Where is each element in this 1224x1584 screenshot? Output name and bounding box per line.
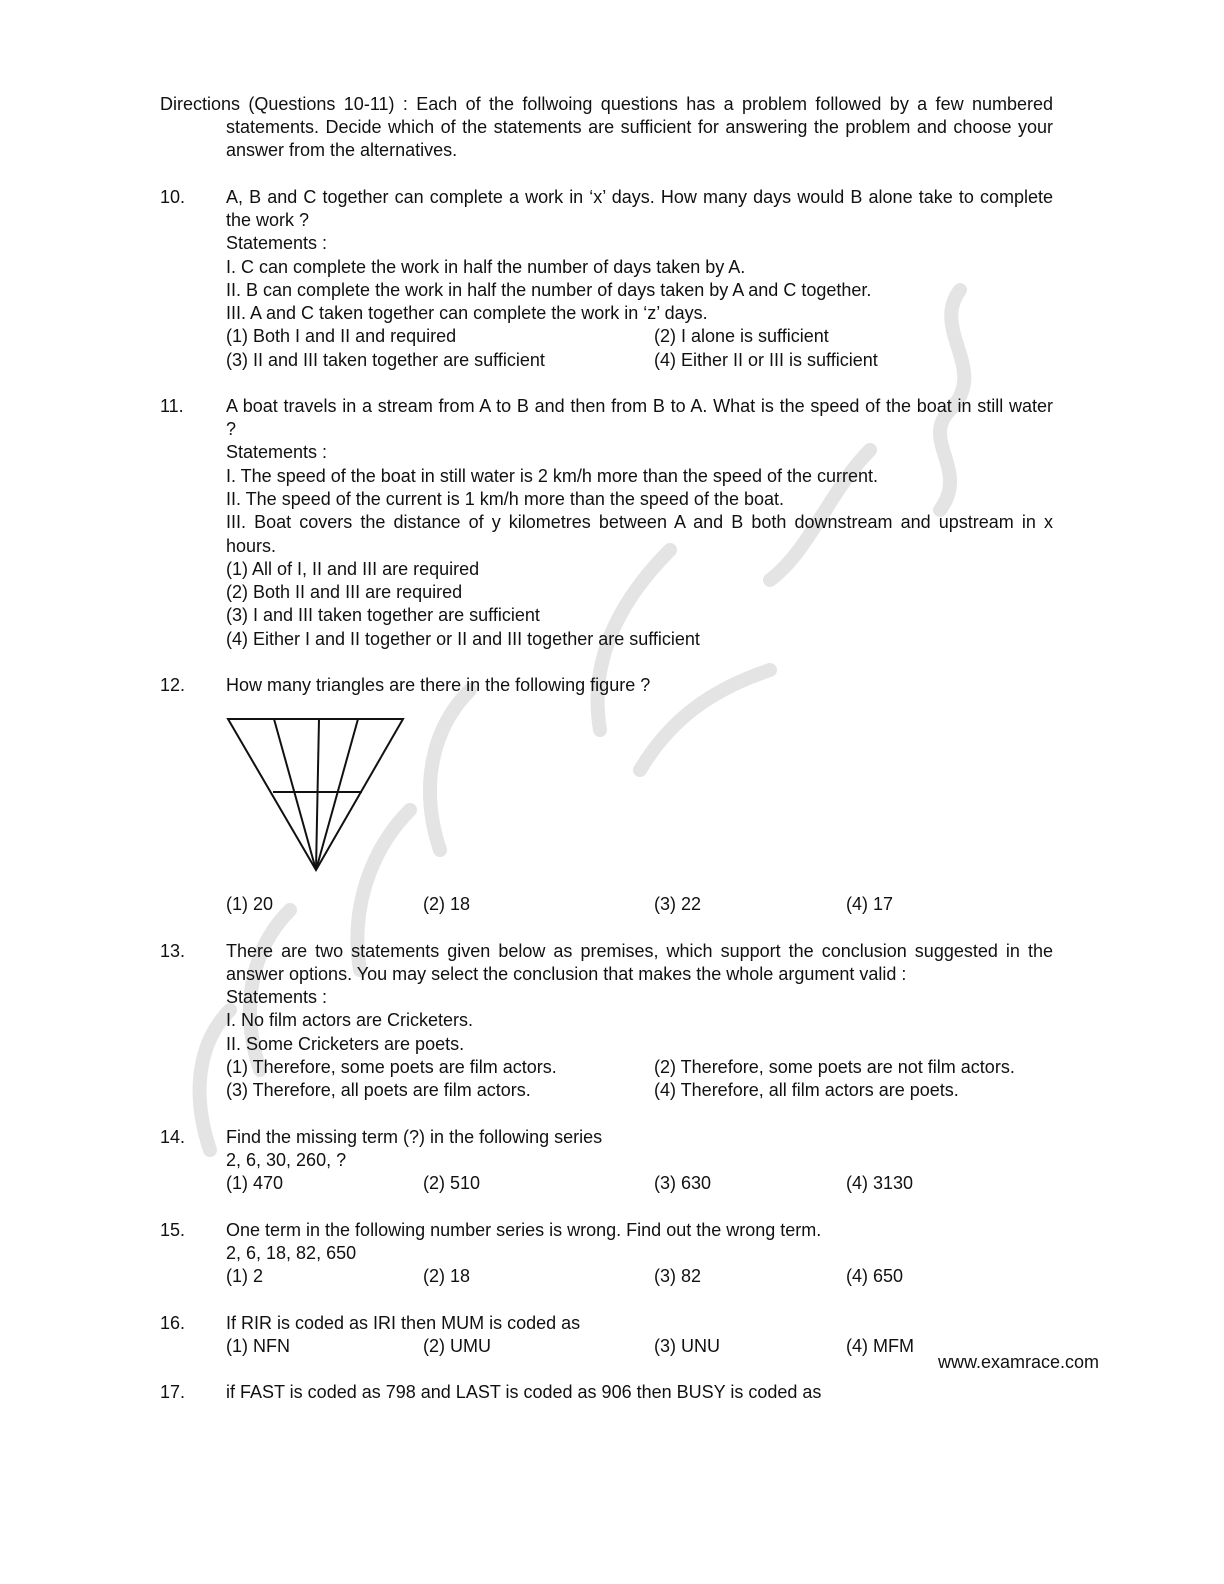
question-13-text: There are two statements given below as premises, which support the conclusion suggested in the [226,941,1053,961]
question-14-option-4: (4) 3130 [846,1173,914,1193]
question-10-number: 10. [160,187,186,207]
question-15-series: 2, 6, 18, 82, 650 [226,1243,357,1263]
directions-line-3: answer from the alternatives. [226,140,458,160]
question-14-option-2: (2) 510 [423,1173,481,1193]
question-11-statement-2: II. The speed of the current is 1 km/h more than the speed of the boat. [226,489,784,509]
question-10-option-2: (2) I alone is sufficient [654,326,829,346]
question-14-option-1: (1) 470 [226,1173,284,1193]
question-16-number: 16. [160,1313,186,1333]
question-12-number: 12. [160,675,186,695]
question-11-text: A boat travels in a stream from A to B and then from B to A. What is the speed of the boat in still water [226,396,1053,416]
question-15-option-1: (1) 2 [226,1266,264,1286]
directions-line-2: statements. Decide which of the statements are sufficient for answering the problem and choose your [226,117,1053,137]
question-15-option-3: (3) 82 [654,1266,702,1286]
question-15-number: 15. [160,1220,186,1240]
question-13-statements-label: Statements : [226,987,328,1007]
question-13-text-cont: answer options. You may select the conclusion that makes the whole argument valid : [226,964,907,984]
question-15-option-2: (2) 18 [423,1266,471,1286]
directions-line-1: Directions (Questions 10-11) : Each of the follwoing questions has a problem followed by a few numbered [160,94,1053,114]
question-13-number: 13. [160,941,186,961]
question-16-option-2: (2) UMU [423,1336,491,1356]
question-17-text: if FAST is coded as 798 and LAST is coded as 906 then BUSY is coded as [226,1382,822,1402]
question-16-option-3: (3) UNU [654,1336,720,1356]
question-13-option-3: (3) Therefore, all poets are film actors. [226,1080,531,1100]
question-10-text: A, B and C together can complete a work in ‘x’ days. How many days would B alone take to complete [226,187,1053,207]
question-16-text: If RIR is coded as IRI then MUM is coded as [226,1313,581,1333]
question-16-option-1: (1) NFN [226,1336,290,1356]
inner-line-2 [316,719,319,870]
question-14-option-3: (3) 630 [654,1173,712,1193]
question-11-option-2: (2) Both II and III are required [226,582,463,602]
question-11-statements-label: Statements : [226,442,328,462]
question-12-option-4: (4) 17 [846,894,894,914]
inner-line-1 [274,719,316,870]
question-11-number: 11. [160,396,184,416]
inner-line-3 [316,719,358,870]
question-11-statement-3: III. Boat covers the distance of y kilometres between A and B both downstream and upstream in x [226,512,1053,532]
question-14-number: 14. [160,1127,186,1147]
question-14-series: 2, 6, 30, 260, ? [226,1150,347,1170]
question-17-number: 17. [160,1382,186,1402]
question-11-text-cont: ? [226,419,237,439]
question-10-statement-1: I. C can complete the work in half the number of days taken by A. [226,257,746,277]
question-10-option-4: (4) Either II or III is sufficient [654,350,878,370]
question-16-option-4: (4) MFM [846,1336,914,1356]
question-10-option-3: (3) II and III taken together are sufficient [226,350,545,370]
question-13-option-2: (2) Therefore, some poets are not film actors. [654,1057,1015,1077]
question-10-text-cont: the work ? [226,210,310,230]
question-13-statement-2: II. Some Cricketers are poets. [226,1034,465,1054]
question-12-text: How many triangles are there in the following figure ? [226,675,651,695]
triangle-figure [226,716,406,872]
question-11-option-4: (4) Either I and II together or II and III together are sufficient [226,629,700,649]
question-12-option-1: (1) 20 [226,894,274,914]
question-14-text: Find the missing term (?) in the following series [226,1127,603,1147]
question-10-statement-3: III. A and C taken together can complete the work in ‘z’ days. [226,303,708,323]
question-11-option-1: (1) All of I, II and III are required [226,559,480,579]
question-13-statement-1: I. No film actors are Cricketers. [226,1010,474,1030]
question-15-text: One term in the following number series is wrong. Find out the wrong term. [226,1220,822,1240]
question-12-option-3: (3) 22 [654,894,702,914]
question-13-option-4: (4) Therefore, all film actors are poets. [654,1080,959,1100]
question-11-statement-3-cont: hours. [226,536,277,556]
question-10-option-1: (1) Both I and II and required [226,326,457,346]
footer-website[interactable]: www.examrace.com [938,1352,1100,1372]
question-10-statements-label: Statements : [226,233,328,253]
question-13-option-1: (1) Therefore, some poets are film actors. [226,1057,557,1077]
question-15-option-4: (4) 650 [846,1266,904,1286]
question-10-statement-2: II. B can complete the work in half the number of days taken by A and C together. [226,280,872,300]
question-12-option-2: (2) 18 [423,894,471,914]
question-11-option-3: (3) I and III taken together are sufficient [226,605,540,625]
question-11-statement-1: I. The speed of the boat in still water is 2 km/h more than the speed of the current. [226,466,879,486]
